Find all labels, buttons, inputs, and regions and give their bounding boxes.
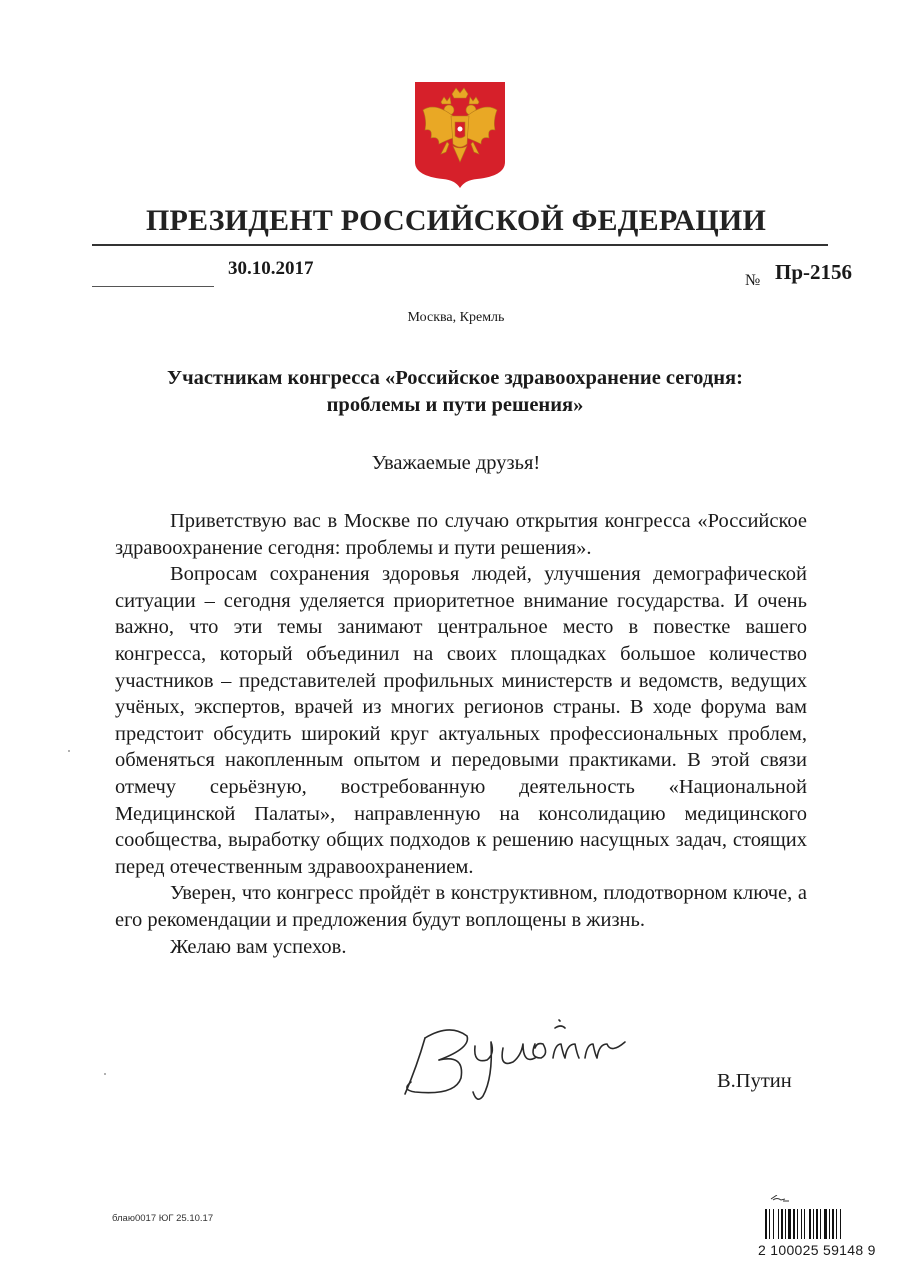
scan-speck [68, 750, 70, 752]
barcode-bar [816, 1209, 818, 1239]
letter-body [115, 508, 807, 960]
document-date: 30.10.2017 [228, 258, 314, 279]
barcode-bar [832, 1209, 834, 1239]
barcode-digits: 2 100025 59148 9 [758, 1242, 876, 1258]
number-sign: № [745, 272, 761, 289]
barcode-bar [765, 1209, 767, 1239]
place-of-issue: Москва, Кремль [407, 310, 505, 325]
barcode-bar [820, 1209, 821, 1239]
body-paragraph: Приветствую вас в Москве по случаю открытия конгресса «Российское здравоохранение сегодня: проблемы и пути решения». [115, 510, 807, 559]
barcode-bar [773, 1209, 774, 1239]
body-paragraph: Вопросам сохранения здоровья людей, улучшения демографической ситуации – сегодня уделяется приоритетное внимание государства. И очень важно, что эти темы занимают центральное место в повестке вашего конгресса, который объединил на своих площадках большое количество участников – представителей профильных министерств и ведомств, ведущих учёных, экспертов, врачей из многих регионов страны. В ходе форума вам предстоит обсудить широкий круг актуальных профессиональных проблем, обменяться накопленным опытом и передовыми практиками. В этой связи отмечу серьёзную, востребованную деятельность «Национальной Медицинской Палаты», направленную на консолидацию медицинского сообщества, выработку общих подходов к решению насущных задач, стоящих перед отечественным здравоохранением. [115, 563, 807, 878]
russian-coat-of-arms-icon [413, 80, 507, 190]
signer-name: В.Путин [717, 1070, 792, 1092]
date-underline [92, 286, 214, 287]
barcode-bar [801, 1209, 802, 1239]
scan-speck [104, 1073, 106, 1075]
barcode-bar [797, 1209, 798, 1239]
barcode-bar [778, 1209, 779, 1239]
addressee-line: Участникам конгресса «Российское здравоохранение сегодня: [167, 367, 743, 389]
letterhead-title: ПРЕЗИДЕНТ РОССИЙСКОЙ ФЕДЕРАЦИИ [146, 204, 766, 237]
header-divider [92, 244, 828, 246]
salutation: Уважаемые друзья! [371, 452, 541, 474]
barcode-bar [769, 1209, 770, 1239]
barcode-bar [788, 1209, 791, 1239]
barcode-bar [785, 1209, 786, 1239]
handwritten-signature-icon [395, 1008, 645, 1108]
barcode-bar [809, 1209, 811, 1239]
barcode-bar [836, 1209, 837, 1239]
document-number: Пр-2156 [775, 260, 853, 284]
barcode-bar [793, 1209, 795, 1239]
barcode-bar [840, 1209, 841, 1239]
addressee [110, 365, 800, 419]
barcode-bar [829, 1209, 830, 1239]
body-paragraph: Уверен, что конгресс пройдёт в конструктивном, плодотворном ключе, а его рекомендации и предложения будут воплощены в жизнь. [115, 882, 807, 931]
body-paragraph: Желаю вам успехов. [170, 935, 347, 958]
addressee-line: проблемы и пути решения» [326, 394, 584, 416]
barcode-bar [804, 1209, 805, 1239]
barcode-bar [813, 1209, 814, 1239]
barcode-bar [781, 1209, 783, 1239]
form-code: блаю0017 ЮГ 25.10.17 [112, 1213, 214, 1224]
barcode-bar [824, 1209, 827, 1239]
